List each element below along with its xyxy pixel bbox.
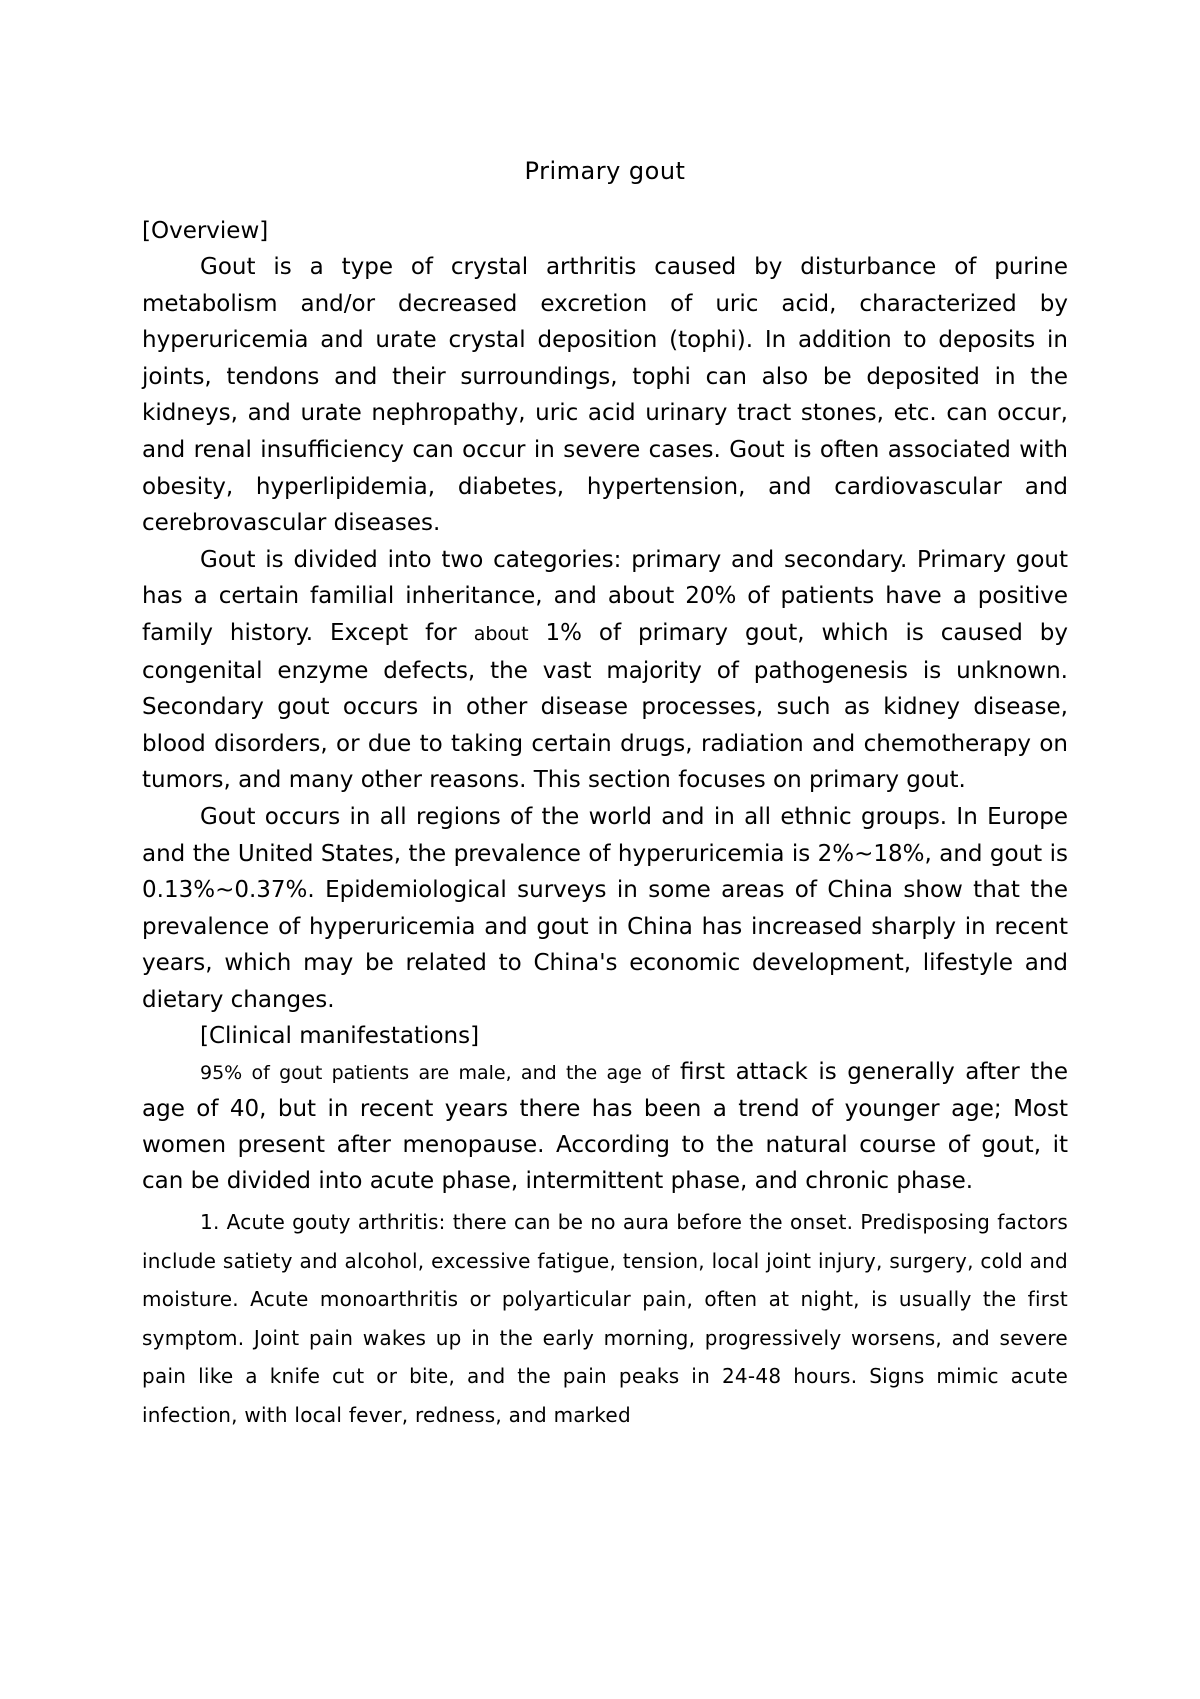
paragraph-text: first attack is generally after the age of 40, but in recent years there has been a trend of younger age; Most women present after menopause. According to the natural course of gout, it can be divided into acute phase, intermittent phase, and chronic phase. [142, 1059, 1069, 1195]
clinical-heading: [Clinical manifestations] [200, 1023, 480, 1050]
overview-heading: [Overview] [142, 218, 269, 244]
paragraph-text: Gout is divided into two categories: primary and secondary. Primary gout has a certain familial inheritance, and about 20% of patients have a positive family history. Except for [142, 546, 1068, 646]
document-title: Primary gout [524, 157, 686, 185]
paragraph-text: 1% of primary gout, which is caused by congenital enzyme defects, the vast majority of pathogenesis is unknown. Secondary gout occurs in other disease processes, such as kidney disease, blood disorders, or due to taking certain drugs, radiation and chemotherapy on tumors, and many other reasons. This section focuses on primary gout. [142, 619, 1068, 794]
clinical-intro-paragraph [142, 1054, 1068, 1199]
paragraph-text-small: 95% of gout patients are male, and the age of [200, 1062, 670, 1085]
overview-paragraph-2 [142, 542, 1068, 799]
overview-paragraph-3: Gout occurs in all regions of the world and in all ethnic groups. In Europe and the United States, the prevalence of hyperuricemia is 2%~18%, and gout is 0.13%~0.37%. Epidemiological surveys in some areas of China show that the prevalence of hyperuricemia and gout in China has increased sharply in recent years, which may be related to China's economic development, lifestyle and dietary changes. [142, 803, 1068, 1013]
overview-paragraph-1: Gout is a type of crystal arthritis caused by disturbance of purine metabolism and/or decreased excretion of uric acid, characterized by hyperuricemia and urate crystal deposition (tophi). In addition to deposits in joints, tendons and their surroundings, tophi can also be deposited in the kidneys, and urate nephropathy, uric acid urinary tract stones, etc. can occur, and renal insufficiency can occur in severe cases. Gout is often associated with obesity, hyperlipidemia, diabetes, hypertension, and cardiovascular and cerebrovascular diseases. [142, 254, 1068, 537]
paragraph-text-small: about [473, 622, 529, 645]
clinical-item-1: 1. Acute gouty arthritis: there can be no aura before the onset. Predisposing factors include satiety and alcohol, excessive fatigue, tension, local joint injury, surgery, cold and moisture. Acute monoarthritis or polyarticular pain, often at night, is usually the first symptom. Joint pain wakes up in the early morning, progressively worsens, and severe pain like a knife cut or bite, and the pain peaks in 24-48 hours. Signs mimic acute infection, with local fever, redness, and marked [142, 1210, 1068, 1427]
